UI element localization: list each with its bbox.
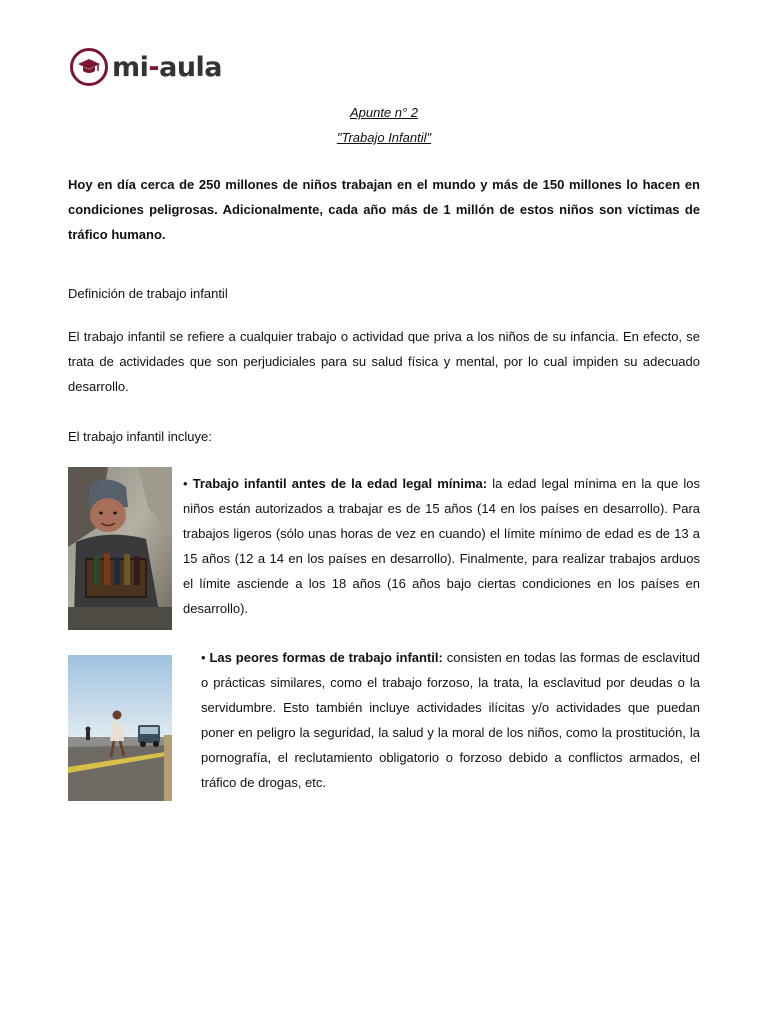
intro-paragraph: Hoy en día cerca de 250 millones de niños trabajan en el mundo y más de 150 millones lo hacen en condiciones peligrosas. Adicionalmente, cada año más de 1 millón de estos niños son víctimas de tráfico humano.	[68, 177, 700, 242]
bullet-item-minimum-age	[183, 471, 700, 621]
graduation-cap-icon	[70, 48, 108, 86]
includes-label: El trabajo infantil incluye:	[68, 429, 212, 444]
bullet-item-worst-forms	[201, 645, 700, 795]
logo-text: mi-aula	[112, 51, 223, 83]
bullet-heading: Trabajo infantil antes de la edad legal mínima:	[192, 476, 488, 491]
bullet-marker: •	[183, 476, 188, 491]
bullet-heading: Las peores formas de trabajo infantil:	[209, 650, 443, 665]
title-line: Apunte n° 2	[349, 105, 419, 120]
subtitle-line: "Trabajo Infantil"	[336, 130, 432, 145]
section-heading: Definición de trabajo infantil	[68, 286, 228, 301]
child-vendor-photo	[68, 467, 172, 630]
definition-paragraph: El trabajo infantil se refiere a cualquier trabajo o actividad que priva a los niños de su infancia. En efecto, se trata de actividades que son perjudiciales para su salud física y mental, por lo cual impiden su adecuado desarrollo.	[68, 329, 700, 394]
document-title	[0, 100, 768, 150]
mi-aula-logo	[70, 48, 222, 86]
bullet-text: la edad legal mínima en la que los niños están autorizados a trabajar es de 15 años (14 en los países en desarrollo). Para trabajos ligeros (sólo unas horas de vez en cuando) el límite mínimo de edad es de 13 a 15 años (12 a 14 en los países en desarrollo). Finalmente, para realizar trabajos arduos el límite asciende a los 18 años (16 años bajo ciertas condiciones en los países en desarrollo).	[183, 476, 700, 616]
bullet-text: consisten en todas las formas de esclavitud o prácticas similares, como el trabajo forzoso, la trata, la esclavitud por deudas o la servidumbre. Esto también incluye actividades ilícitas y/o actividades que puedan poner en peligro la seguridad, la salud y la moral de los niños, como la prostitución, la pornografía, el reclutamiento obligatorio o forzoso debido a conflictos armados, el tráfico de drogas, etc.	[201, 650, 700, 790]
child-road-photo	[68, 655, 172, 801]
bullet-marker: •	[201, 650, 206, 665]
